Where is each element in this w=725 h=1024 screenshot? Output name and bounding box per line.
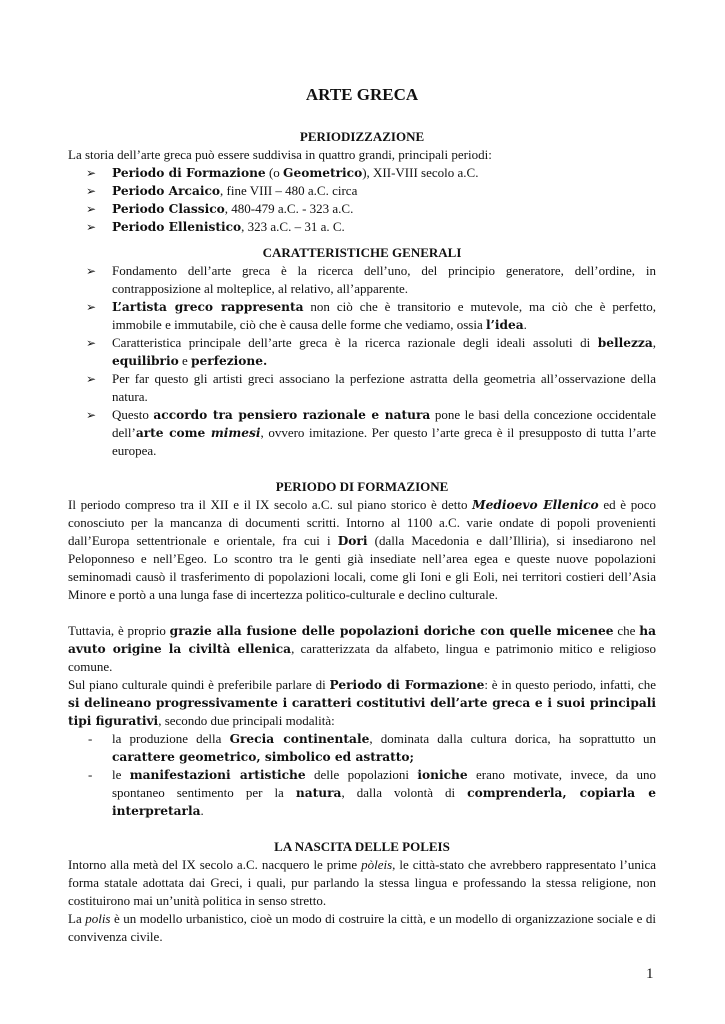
arrow-bullet-icon: ➢ xyxy=(86,202,97,216)
dash-bullet: - xyxy=(88,767,93,782)
section-heading-caratteristiche: CARATTERISTICHE GENERALI xyxy=(262,245,462,260)
periodizzazione-intro: La storia dell’arte greca può essere suddivisa in quattro grandi, principali periodi: xyxy=(68,147,492,162)
characteristics-list xyxy=(68,262,656,460)
list-item: ➢ Periodo Classico, 480-479 a.C. - 323 a.C. xyxy=(86,201,354,216)
arrow-bullet-icon: ➢ xyxy=(86,264,97,278)
arrow-bullet-icon: ➢ xyxy=(86,372,97,386)
poleis-paragraph-1: Intorno alla metà del IX secolo a.C. nacquero le prime pòleis, le città-stato che avrebbero rappresentato l’unica forma statale adottata dai Greci, i quali, pur parlando la stessa lingua e professando la stessa religione, non costituirono mai un’unità politica in senso stretto. xyxy=(68,857,656,908)
modalities-list xyxy=(68,730,656,820)
arrow-bullet-icon: ➢ xyxy=(86,184,97,198)
list-item: ➢ Questo accordo tra pensiero razionale e natura pone le basi della concezione occidentale dell’arte come mimesi, ovvero imitazione. Per questo l’arte greca è il presupposto di tutta l’arte europea. xyxy=(86,407,657,458)
section-poleis xyxy=(68,838,656,946)
arrow-bullet-icon: ➢ xyxy=(86,408,97,422)
arrow-bullet-icon: ➢ xyxy=(86,220,97,234)
poleis-paragraph-2: La polis è un modello urbanistico, cioè un modo di costruire la città, e un modello di organizzazione sociale e di convivenza civile. xyxy=(68,911,656,944)
section-heading-formazione: PERIODO DI FORMAZIONE xyxy=(275,479,449,494)
page-content xyxy=(68,84,656,946)
list-item: ➢ Fondamento dell’arte greca è la ricerca dell’uno, del principio generatore, dell’ordine, in contrapposizione al molteplice, al relativo, all’apparente. xyxy=(86,263,656,296)
list-item: - le manifestazioni artistiche delle popolazioni ioniche erano motivate, invece, da uno spontaneo sentimento per la natura, dalla volontà di comprenderla, copiarla e interpretarla. xyxy=(88,767,656,818)
formazione-paragraph-1: Il periodo compreso tra il XII e il IX secolo a.C. sul piano storico è detto Medioevo Ellenico ed è poco conosciuto per la mancanza di documenti scritti. Intorno al 1100 a.C. varie ondate di popoli provenienti dall’Europa settentrionale e orientale, fra cui i Dori (dalla Macedonia e dall’Illiria), si insediarono nel Peloponneso e nell’Egeo. Lo scontro tra le genti già insediate nell’area egea e queste nuove popolazioni seminomadi causò il trasferimento di popolazioni locali, come gli Ioni e gli Eoli, nei territori costieri dell’Asia Minore e portò a una lunga fase di incertezza politico-culturale e declino culturale. xyxy=(68,497,657,602)
section-periodizzazione xyxy=(68,128,656,236)
list-item: ➢ Periodo di Formazione (o Geometrico), XII-VIII secolo a.C. xyxy=(86,165,479,180)
page-number: 1 xyxy=(646,966,654,982)
section-caratteristiche xyxy=(68,244,656,460)
list-item: ➢ Periodo Ellenistico, 323 a.C. – 31 a. C. xyxy=(86,219,345,234)
formazione-paragraph-2: Tuttavia, è proprio grazie alla fusione delle popolazioni doriche con quelle micenee che ha avuto origine la civiltà ellenica, caratterizzata da alfabeto, lingua e patrimonio mitico e religioso comune. xyxy=(68,623,656,674)
list-item: ➢ Caratteristica principale dell’arte greca è la ricerca razionale degli ideali assoluti di bellezza, equilibrio e perfezione. xyxy=(86,335,656,368)
formazione-paragraph-3: Sul piano culturale quindi è preferibile parlare di Periodo di Formazione: è in questo periodo, infatti, che si delineano progressivamente i caratteri costitutivi dell’arte greca e i suoi principali tipi figurativi, secondo due principali modalità: xyxy=(68,677,656,728)
arrow-bullet-icon: ➢ xyxy=(86,336,97,350)
list-item: ➢ Per far questo gli artisti greci associano la perfezione astratta della geometria all’osservazione della natura. xyxy=(86,371,656,404)
dash-bullet: - xyxy=(88,731,93,746)
list-item: ➢ L’artista greco rappresenta non ciò che è transitorio e mutevole, ma ciò che è perfetto, immobile e immutabile, ciò che è causa delle forme che vediamo, ossia l’idea. xyxy=(86,299,656,332)
arrow-bullet-icon: ➢ xyxy=(86,300,97,314)
section-formazione xyxy=(68,478,656,820)
periods-list xyxy=(68,164,656,236)
list-item: ➢ Periodo Arcaico, fine VIII – 480 a.C. circa xyxy=(86,183,358,198)
section-heading-poleis: LA NASCITA DELLE POLEIS xyxy=(274,839,450,854)
arrow-bullet-icon: ➢ xyxy=(86,166,97,180)
document-title: ARTE GRECA xyxy=(305,85,419,104)
section-heading-periodizzazione: PERIODIZZAZIONE xyxy=(299,129,425,144)
list-item: - la produzione della Grecia continentale, dominata dalla cultura dorica, ha soprattutto un carattere geometrico, simbolico ed astratto; xyxy=(88,731,656,764)
